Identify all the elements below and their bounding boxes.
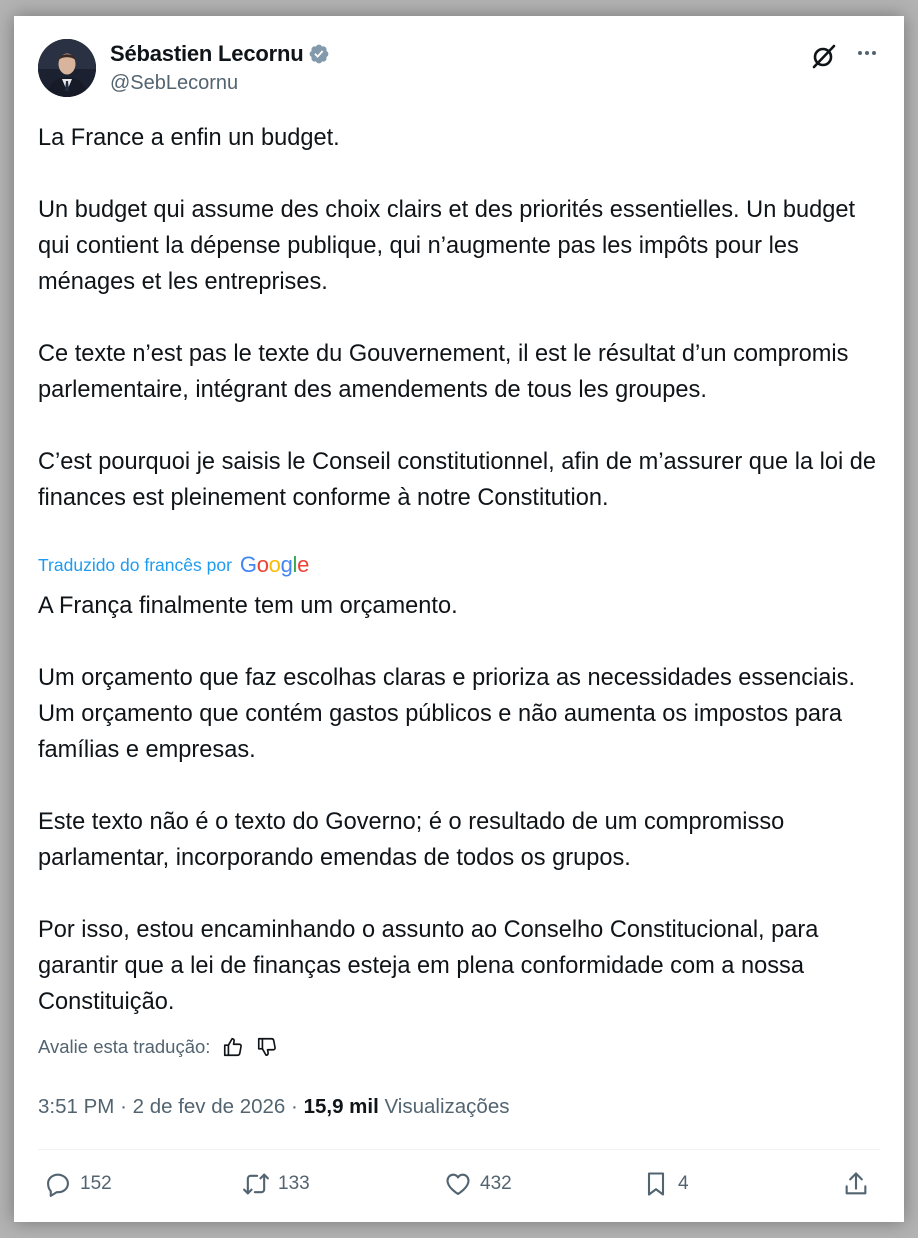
like-count: 432 (480, 1173, 512, 1194)
post-card (14, 16, 904, 1222)
bookmark-icon (642, 1170, 670, 1198)
rate-translation (38, 1036, 278, 1058)
avatar[interactable] (38, 39, 96, 97)
post-time[interactable]: 3:51 PM (38, 1095, 115, 1118)
reply-button[interactable] (44, 1170, 112, 1198)
view-count: 15,9 mil (303, 1095, 379, 1118)
meta-separator: · (291, 1095, 298, 1118)
verified-badge-icon (308, 43, 330, 65)
reply-icon (44, 1170, 72, 1198)
thumbs-up-icon[interactable] (222, 1036, 244, 1058)
repost-count: 133 (278, 1173, 310, 1194)
repost-icon (242, 1170, 270, 1198)
reply-count: 152 (80, 1173, 112, 1194)
share-button[interactable] (842, 1170, 870, 1198)
bookmark-button[interactable] (642, 1170, 689, 1198)
rate-label: Avalie esta tradução: (38, 1036, 211, 1057)
post-text-translated: A França finalmente tem um orçamento. Um orçamento que faz escolhas claras e prioriza as necessidades essenciais. Um orçamento que contém gastos públicos e não aumenta os impostos para famílias e empresas. Este texto não é o texto do Governo; é o resultado de um compromisso parlamentar, incorporando emendas de todos os grupos. Por isso, estou encaminhando o assunto ao Conselho Constitucional, para garantir que a lei de finanças esteja em plena conformidade com a nossa Constituição. (38, 593, 856, 1015)
grok-icon[interactable] (810, 42, 838, 70)
post-meta (38, 1095, 509, 1119)
author-name[interactable]: Sébastien Lecornu (110, 41, 304, 66)
share-icon (842, 1170, 870, 1198)
translation-attribution[interactable] (38, 552, 309, 578)
post-date[interactable]: 2 de fev de 2026 (132, 1095, 286, 1118)
views-label: Visualizações (384, 1095, 510, 1118)
bookmark-count: 4 (678, 1173, 689, 1194)
post-text-original: La France a enfin un budget. Un budget qui assume des choix clairs et des priorités essentielles. Un budget qui contient la dépense publique, qui n’augmente pas les impôts pour les ménages et les entreprises. Ce texte n’est pas le texte du Gouvernement, il est le résultat d’un compromis parlementaire, intégrant des amendements de tous les groupes. C’est pourquoi je saisis le Conseil constitutionnel, afin de m’assurer que la loi de finances est pleinement conforme à notre Constitution. (38, 125, 877, 511)
google-logo: Google (239, 552, 310, 577)
meta-separator: · (120, 1095, 127, 1118)
thumbs-down-icon[interactable] (256, 1036, 278, 1058)
translation-label: Traduzido do francês por (38, 554, 232, 575)
like-button[interactable] (444, 1170, 512, 1198)
heart-icon (444, 1170, 472, 1198)
divider (38, 1149, 880, 1150)
repost-button[interactable] (242, 1170, 310, 1198)
more-icon[interactable] (852, 38, 882, 68)
author-handle[interactable]: @SebLecornu (110, 72, 239, 94)
